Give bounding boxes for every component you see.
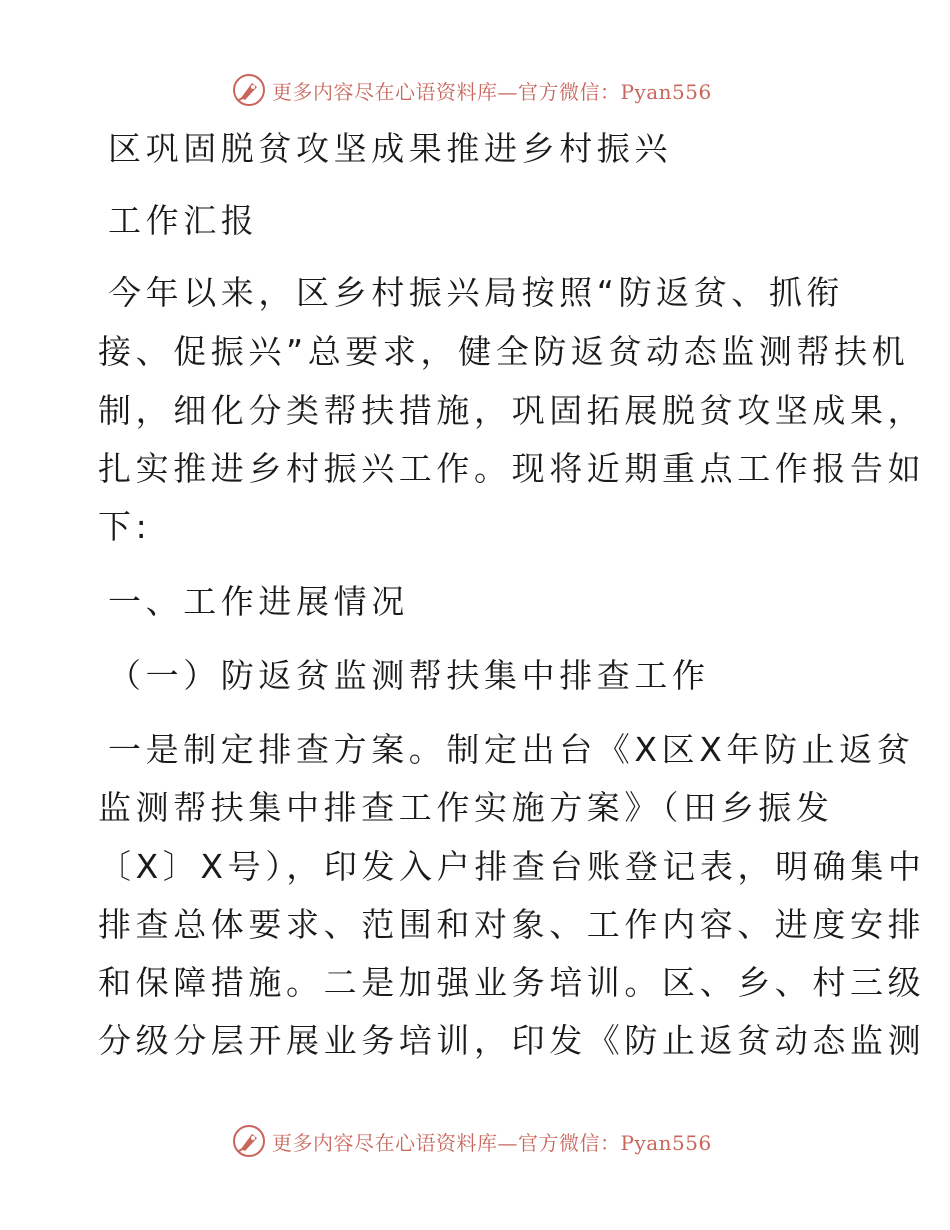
document-title-line2: 工作汇报 bbox=[108, 201, 259, 240]
body-paragraph-line: 〔X〕X号），印发入户排查台账登记表，明确集中 bbox=[98, 847, 926, 886]
intro-paragraph-line: 下: bbox=[98, 507, 152, 546]
intro-paragraph-line: 扎实推进乡村振兴工作。现将近期重点工作报告如 bbox=[98, 449, 926, 488]
intro-paragraph-line: 今年以来，区乡村振兴局按照“防返贫、抓衔 bbox=[108, 273, 845, 312]
watermark-text: 更多内容尽在心语资料库—官方微信：Pyan556 bbox=[272, 1130, 712, 1155]
section-heading: 一、工作进展情况 bbox=[108, 582, 409, 621]
watermark-text: 更多内容尽在心语资料库—官方微信：Pyan556 bbox=[272, 79, 712, 104]
pen-nib-logo-icon bbox=[232, 73, 266, 107]
body-paragraph-line: 分级分层开展业务培训，印发《防止返贫动态监测 bbox=[98, 1021, 926, 1060]
body-paragraph-line: 一是制定排查方案。制定出台《X区X年防止返贫 bbox=[108, 730, 915, 769]
body-paragraph-line: 监测帮扶集中排查工作实施方案》（田乡振发 bbox=[98, 788, 834, 827]
watermark-header bbox=[232, 73, 712, 107]
intro-paragraph-line: 接、促振兴”总要求，健全防返贫动态监测帮扶机 bbox=[98, 332, 910, 371]
document-title-line1: 区巩固脱贫攻坚成果推进乡村振兴 bbox=[108, 129, 672, 168]
watermark-footer bbox=[232, 1124, 712, 1158]
body-paragraph-line: 排查总体要求、范围和对象、工作内容、进度安排 bbox=[98, 905, 926, 944]
subsection-heading: （一）防返贫监测帮扶集中排查工作 bbox=[108, 656, 710, 695]
body-paragraph-line: 和保障措施。二是加强业务培训。区、乡、村三级 bbox=[98, 963, 926, 1002]
pen-nib-logo-icon bbox=[232, 1124, 266, 1158]
intro-paragraph-line: 制，细化分类帮扶措施，巩固拓展脱贫攻坚成果， bbox=[98, 391, 926, 430]
